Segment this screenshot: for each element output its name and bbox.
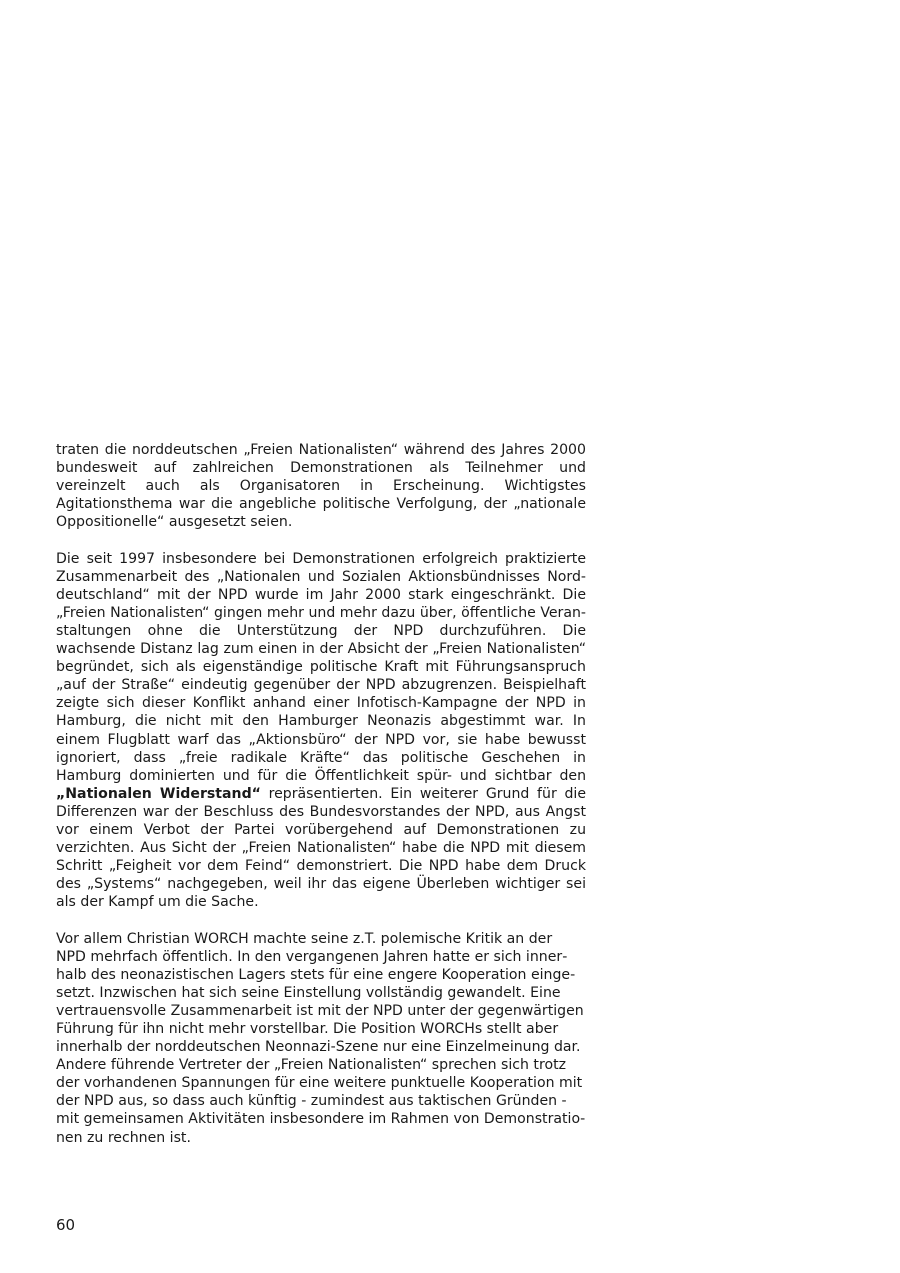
page-number: 60 — [56, 1216, 76, 1234]
paragraph-2-part-2: repräsentierten. Ein weiterer Grund für die Differenzen war der Beschluss des Bundesvorstandes der NPD, aus Angst vor einem Verbot der Partei vorübergehend auf Demonstrationen zu verzichten. Aus Sicht der „Freien Nationalisten“ habe die NPD mit diesem Schritt „Feigheit vor dem Feind“ demonstriert. Die NPD habe dem Druck des „Systems“ nachgegeben, weil ihr das eigene Überleben wichtiger sei als der Kampf um die Sache. — [56, 785, 586, 911]
body-text — [56, 441, 586, 1165]
paragraph-2-part-1: Die seit 1997 insbesondere bei Demonstrationen erfolgreich praktizierte Zusammenarbeit des „Nationalen und Sozialen Aktionsbündnisses Norddeutschland“ mit der NPD wurde im Jahr 2000 stark eingeschränkt. Die „Freien Nationalisten“ gingen mehr und mehr dazu über, öffentliche Veranstaltungen ohne die Unterstützung der NPD durchzuführen. Die wachsende Distanz lag zum einen in der Absicht der „Freien Nationalisten“ begründet, sich als eigenständige politische Kraft mit Führungsanspruch „auf der Straße“ eindeutig gegenüber der NPD abzugrenzen. Beispielhaft zeigte sich dieser Konflikt anhand einer Infotisch-Kampagne der NPD in Hamburg, die nicht mit den Hamburger Neonazis abgestimmt war. In einem Flugblatt warf das „Aktionsbüro“ der NPD vor, sie habe bewusst ignoriert, dass „freie radikale Kräfte“ das politische Geschehen in Hamburg dominierten und für die Öffentlichkeit spür- und sichtbar den — [56, 550, 586, 784]
paragraph-2 — [56, 550, 586, 912]
paragraph-3: Vor allem Christian WORCH machte seine z.T. polemische Kritik an der NPD mehrfach öffentlich. In den vergangenen Jahren hatte er sich innerhalb des neonazistischen Lagers stets für eine engere Kooperation eingesetzt. Inzwischen hat sich seine Einstellung vollständig gewandelt. Eine vertrauensvolle Zusammenarbeit ist mit der NPD unter der gegenwärtigen Führung für ihn nicht mehr vorstellbar. Die Position WORCHs stellt aber innerhalb der norddeutschen Neonnazi-Szene nur eine Einzelmeinung dar. Andere führende Vertreter der „Freien Nationalisten“ sprechen sich trotz der vorhandenen Spannungen für eine weitere punktuelle Kooperation mit der NPD aus, so dass auch künftig - zumindest aus taktischen Gründen - mit gemeinsamen Aktivitäten insbesondere im Rahmen von Demonstrationen zu rechnen ist. — [56, 930, 586, 1146]
emphasis-nationalen-widerstand: „Nationalen Widerstand“ — [56, 785, 261, 802]
paragraph-1: traten die norddeutschen „Freien Nationalisten“ während des Jahres 2000 bundesweit auf zahlreichen Demonstrationen als Teilnehmer und vereinzelt auch als Organisatoren in Erscheinung. Wichtigstes Agitationsthema war die angebliche politische Verfolgung, der „nationale Oppositionelle“ ausgesetzt seien. — [56, 442, 586, 531]
